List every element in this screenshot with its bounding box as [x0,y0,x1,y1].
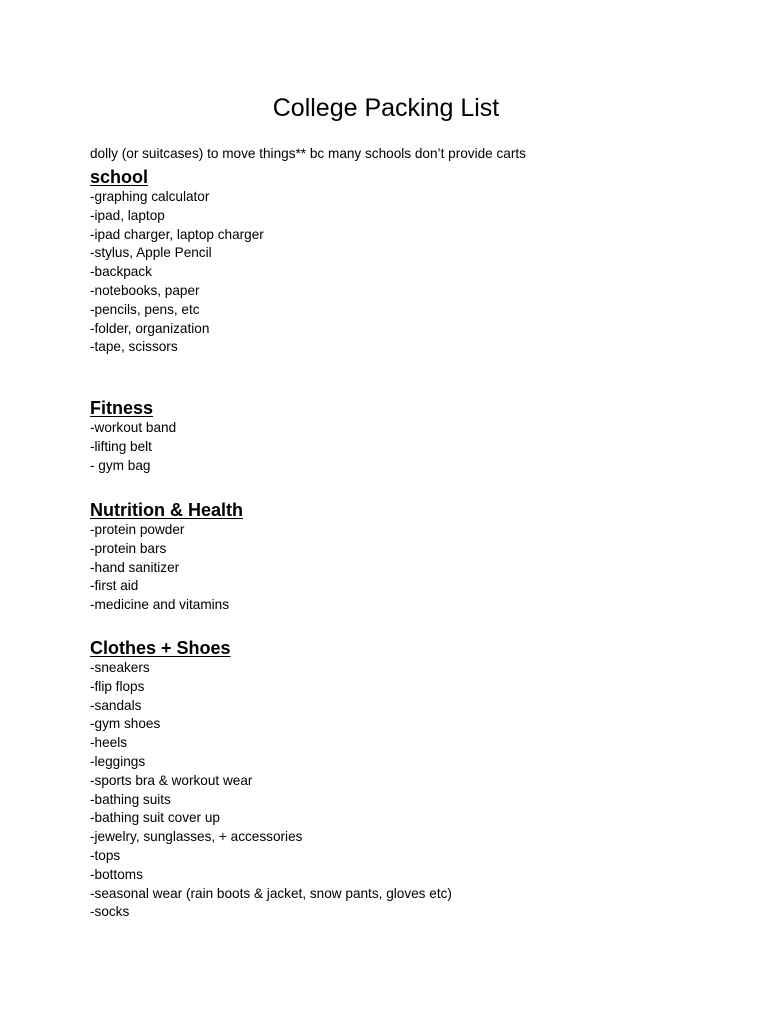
list-item: -lifting belt [90,438,152,454]
list-item: -bottoms [90,866,143,882]
list-item: -folder, organization [90,320,210,336]
list-item: -first aid [90,578,139,594]
section-nutrition-health [90,499,690,615]
section-heading: Fitness [90,398,154,418]
list-item: -jewelry, sunglasses, + accessories [90,829,303,845]
list-item: -pencils, pens, etc [90,301,200,317]
list-item: -bathing suit cover up [90,810,220,826]
intro-note: dolly (or suitcases) to move things** bc many schools don’t provide carts [90,146,526,161]
list-item: -sneakers [90,660,150,675]
list-item: -ipad charger, laptop charger [90,226,264,242]
item-list [90,659,690,922]
section-clothes-shoes [90,637,690,922]
list-item: -protein bars [90,540,167,556]
list-item: -notebooks, paper [90,282,200,298]
list-item: - gym bag [90,457,151,473]
item-list [90,521,690,615]
list-item: -sports bra & workout wear [90,772,253,788]
list-item: -heels [90,735,128,751]
section-heading: Nutrition & Health [90,500,243,520]
list-item: -seasonal wear (rain boots & jacket, snow pants, gloves etc) [90,885,452,901]
list-item: -protein powder [90,522,185,537]
item-list [90,419,690,475]
section-heading: Clothes + Shoes [90,638,231,658]
list-item: -stylus, Apple Pencil [90,245,212,261]
list-item: -leggings [90,753,146,769]
list-item: -tops [90,847,121,863]
section-heading: school [90,167,149,187]
list-item: -tape, scissors [90,339,178,355]
list-item: -bathing suits [90,791,171,807]
list-item: -backpack [90,264,152,280]
list-item: -sandals [90,697,142,713]
section-fitness [90,397,690,475]
list-item: -medicine and vitamins [90,597,230,613]
list-item: -workout band [90,420,177,435]
list-item: -hand sanitizer [90,559,180,575]
list-item: -ipad, laptop [90,207,165,223]
list-item: -flip flops [90,678,145,694]
document-title: College Packing List [272,94,500,122]
list-item: -socks [90,904,130,920]
list-item: -graphing calculator [90,189,210,204]
section-school [90,166,690,357]
item-list [90,188,690,357]
list-item: -gym shoes [90,716,161,732]
